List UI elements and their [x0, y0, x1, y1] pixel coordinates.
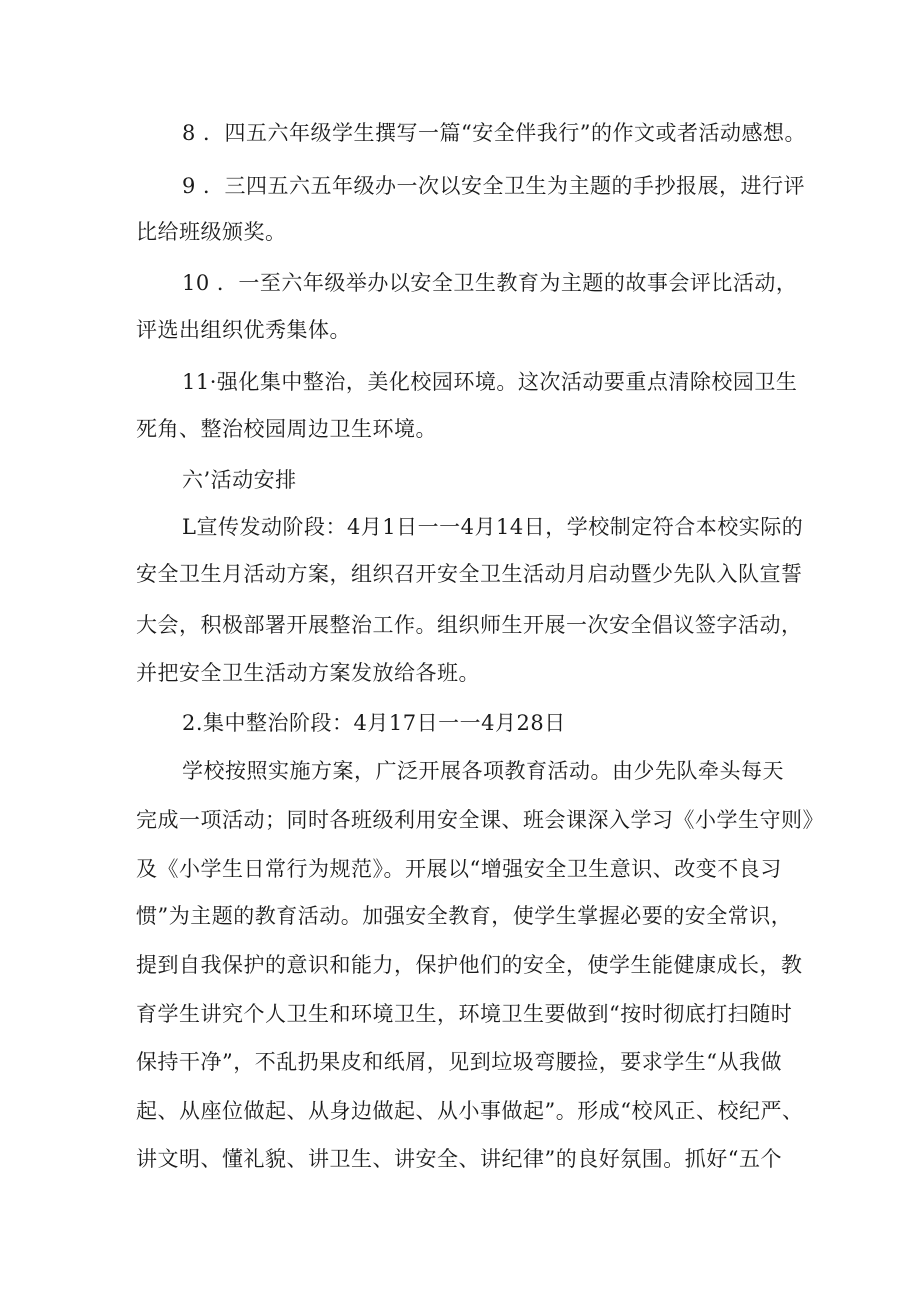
item-11-line-2: 死角、整治校园周边卫生环境。 [136, 417, 437, 441]
stage-1-line-1: L宣传发动阶段：4月1日一一4月14日，学校制定符合本校实际的 [182, 515, 804, 539]
item-9-line-2: 比给班级颁奖。 [136, 220, 287, 244]
paragraph-line: 惯”为主题的教育活动。加强安全教育，使学生掌握必要的安全常识， [136, 904, 793, 928]
stage-1-line-4: 并把安全卫生活动方案发放给各班。 [136, 661, 480, 685]
item-10-line-2: 评选出组织优秀集体。 [136, 318, 351, 342]
paragraph-line: 起、从座位做起、从身边做起、从小事做起”。形成“校风正、校纪严、 [136, 1099, 804, 1123]
item-8-line-1: 8 ．四五六年级学生撰写一篇“安全伴我行”的作文或者活动感想。 [182, 121, 807, 145]
item-10-line-1: 10 ．一至六年级举办以安全卫生教育为主题的故事会评比活动， [182, 271, 798, 295]
paragraph-line: 完成一项活动；同时各班级利用安全课、班会课深入学习《小学生守则》 [136, 808, 824, 832]
paragraph-line: 及《小学生日常行为规范》。开展以“增强安全卫生意识、改变不良习 [136, 857, 782, 881]
paragraph-line: 保持干净”，不乱扔果皮和纸屑，见到垃圾弯腰捡，要求学生“从我做 [136, 1050, 782, 1074]
stage-1-line-3: 大会，积极部署开展整治工作。组织师生开展一次安全倡议签字活动， [136, 613, 803, 637]
paragraph-line: 学校按照实施方案，广泛开展各项教育活动。由少先队牵头每天 [182, 759, 784, 783]
paragraph-line: 讲文明、懂礼貌、讲卫生、讲安全、讲纪律”的良好氛围。抓好“五个 [136, 1147, 782, 1171]
section-heading: 六’活动安排 [182, 468, 297, 492]
item-9-line-1: 9 ．三四五六五年级办一次以安全卫生为主题的手抄报展，进行评 [182, 174, 806, 198]
stage-2-heading: 2.集中整治阶段：4月17日一一4月28日 [182, 711, 566, 735]
paragraph-line: 育学生讲究个人卫生和环境卫生，环境卫生要做到“按时彻底打扫随时 [136, 1002, 793, 1026]
stage-1-line-2: 安全卫生月活动方案，组织召开安全卫生活动月启动暨少先队入队宣誓 [136, 562, 803, 586]
paragraph-line: 提到自我保护的意识和能力，保护他们的安全，使学生能健康成长，教 [136, 953, 803, 977]
item-11-line-1: 11·强化集中整治，美化校园环境。这次活动要重点清除校园卫生 [182, 370, 798, 394]
